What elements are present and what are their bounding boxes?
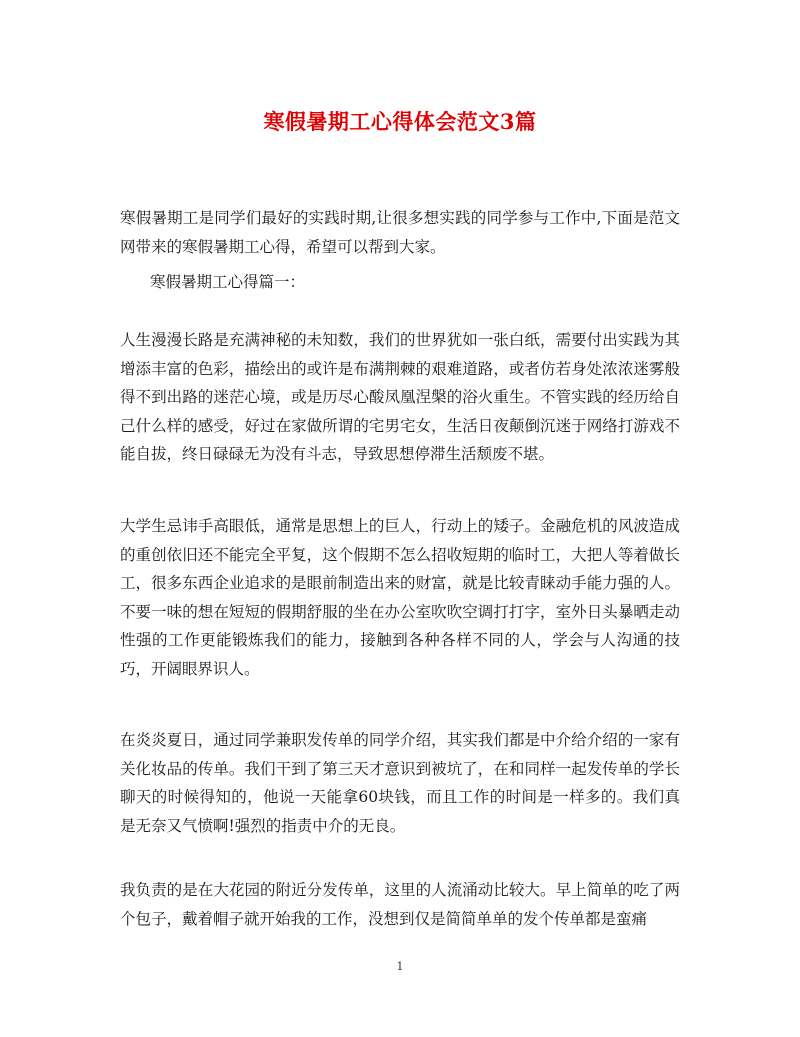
body-paragraph-1: 人生漫漫长路是充满神秘的未知数，我们的世界犹如一张白纸，需要付出实践为其增添丰富的色彩，描绘出的或许是布满荆棘的艰难道路，或者仿若身处浓浓迷雾般得不到出路的迷茫心境，或是历尽心酸凤凰涅槃的浴火重生。不管实践的经历给自己什么样的感受，好过在家做所谓的宅男宅女，生活日夜颠倒沉迷于网络打游戏不能自拔，终日碌碌无为没有斗志，导致思想停滞生活颓废不堪。: [120, 331, 680, 463]
section-heading: 寒假暑期工心得篇一：: [150, 273, 306, 291]
body-paragraph-4: 我负责的是在大花园的附近分发传单，这里的人流涌动比较大。早上简单的吃了两个包子，戴着帽子就开始我的工作，没想到仅是简简单单的发个传单都是蛮痛: [120, 881, 680, 928]
page-number: 1: [396, 960, 404, 973]
body-paragraph-3: 在炎炎夏日，通过同学兼职发传单的同学介绍，其实我们都是中介给介绍的一家有关化妆品的传单。我们干到了第三天才意识到被坑了，在和同样一起发传单的学长聊天的时候得知的，他说一天能拿60块钱，而且工作的时间是一样多的。我们真是无奈又气愤啊!强烈的指责中介的无良。: [120, 731, 680, 835]
body-paragraph-2: 大学生忌讳手高眼低，通常是思想上的巨人，行动上的矮子。金融危机的风波造成的重创依旧还不能完全平复，这个假期不怎么招收短期的临时工，大把人等着做长工，很多东西企业追求的是眼前制造出来的财富，就是比较青睐动手能力强的人。不要一味的想在短短的假期舒服的坐在办公室吹吹空调打打字，室外日头暴晒走动性强的工作更能锻炼我们的能力，接触到各种各样不同的人，学会与人沟通的技巧，开阔眼界识人。: [120, 517, 680, 678]
intro-paragraph: 寒假暑期工是同学们最好的实践时期,让很多想实践的同学参与工作中,下面是范文网带来的寒假暑期工心得，希望可以帮到大家。: [120, 209, 680, 256]
document-title: 寒假暑期工心得体会范文3篇: [263, 109, 537, 134]
